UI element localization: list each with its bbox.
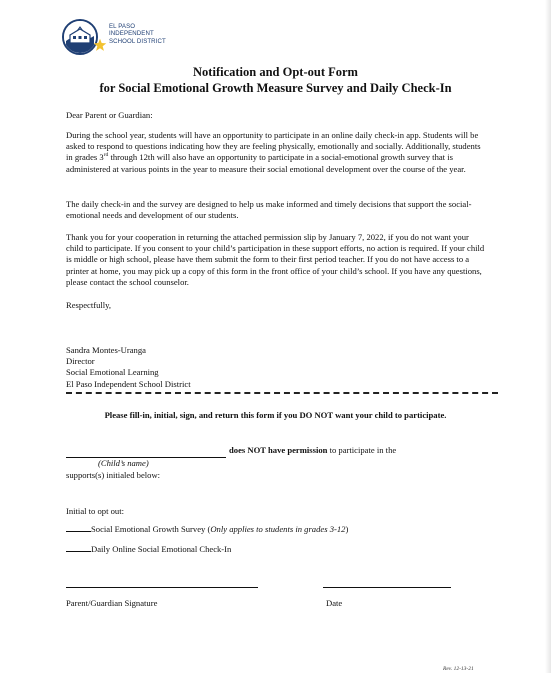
signer-organization: El Paso Independent School District — [66, 378, 191, 389]
logo-line-1: EL PASO — [109, 23, 136, 30]
district-logo — [62, 19, 172, 59]
closing: Respectfully, — [66, 300, 112, 310]
permission-statement — [229, 445, 396, 456]
form-title: Notification and Opt-out Form — [193, 65, 358, 79]
ordinal-suffix: rd — [103, 152, 109, 159]
form-subtitle: for Social Emotional Growth Measure Survey and Daily Check-In — [99, 81, 452, 95]
opt-out-survey-row — [66, 523, 348, 535]
paragraph-1-text-b: through 12th will also have an opportunity to participate in a social-emotional growth survey that is administered at various points in the year to measure their social emotional development over the course of the year. — [66, 152, 466, 174]
signature-label: Parent/Guardian Signature — [66, 598, 158, 608]
signature-line[interactable] — [66, 587, 258, 588]
initial-label: Initial to opt out: — [66, 506, 125, 516]
opt-out-survey-label: Social Emotional Growth Survey ( — [91, 524, 211, 534]
date-label: Date — [326, 598, 343, 608]
paragraph-purpose: The daily check-in and the survey are designed to help us make informed and timely decisions that support the social-emotional needs and development of our students. — [66, 199, 472, 221]
date-line[interactable] — [323, 587, 451, 588]
district-name-logotype — [109, 23, 166, 45]
child-name-label: (Child’s name) — [98, 458, 149, 468]
paragraph-1-text-a: During the school year, students will have an opportunity to participate in an online daily check-in app. Students will be asked to respond to questions indicating how they are feeling physically, emotionally and socially. Additionally, students in grades 3 — [66, 130, 481, 163]
revision-note: Rev. 12-13-21 — [443, 666, 474, 672]
logo-line-3: SCHOOL DISTRICT — [109, 37, 166, 45]
paragraph-instructions: Thank you for your cooperation in returning the attached permission slip by January 7, 2022, if you do not want your child to participate. If you consent to your child’s participation in these support efforts, no action is required. If your child is middle or high school, please have them submit the form to their first period teacher. If you do not have access to a printer at home, you may pick up a copy of this form in the front office of your child’s school. If you have any questions, please contact the school counselor. — [66, 232, 485, 287]
star-icon — [93, 38, 107, 52]
permission-bold: does NOT have permission — [229, 445, 328, 455]
opt-out-checkin-row — [66, 543, 231, 555]
greeting: Dear Parent or Guardian: — [66, 110, 153, 120]
supports-text: supports(s) initialed below: — [66, 470, 161, 480]
initial-blank-survey[interactable] — [66, 523, 91, 532]
signer-title: Director — [66, 356, 95, 367]
paragraph-checkin-intro — [66, 130, 486, 175]
logo-line-2: INDEPENDENT — [109, 30, 154, 38]
signature-block — [66, 345, 486, 390]
initial-blank-checkin[interactable] — [66, 543, 91, 552]
opt-out-checkin-label: Daily Online Social Emotional Check-In — [91, 544, 232, 554]
opt-out-survey-close: ) — [345, 524, 349, 534]
return-instruction: Please fill-in, initial, sign, and return this form if you DO NOT want your child to participate. — [104, 410, 447, 420]
signer-name: Sandra Montes-Uranga — [66, 345, 146, 355]
opt-out-survey-note: Only applies to students in grades 3-12 — [210, 524, 346, 534]
cut-line-divider — [66, 392, 498, 394]
signer-department: Social Emotional Learning — [66, 367, 159, 378]
page-edge-shadow — [545, 0, 551, 673]
permission-rest: to participate in the — [327, 445, 397, 455]
